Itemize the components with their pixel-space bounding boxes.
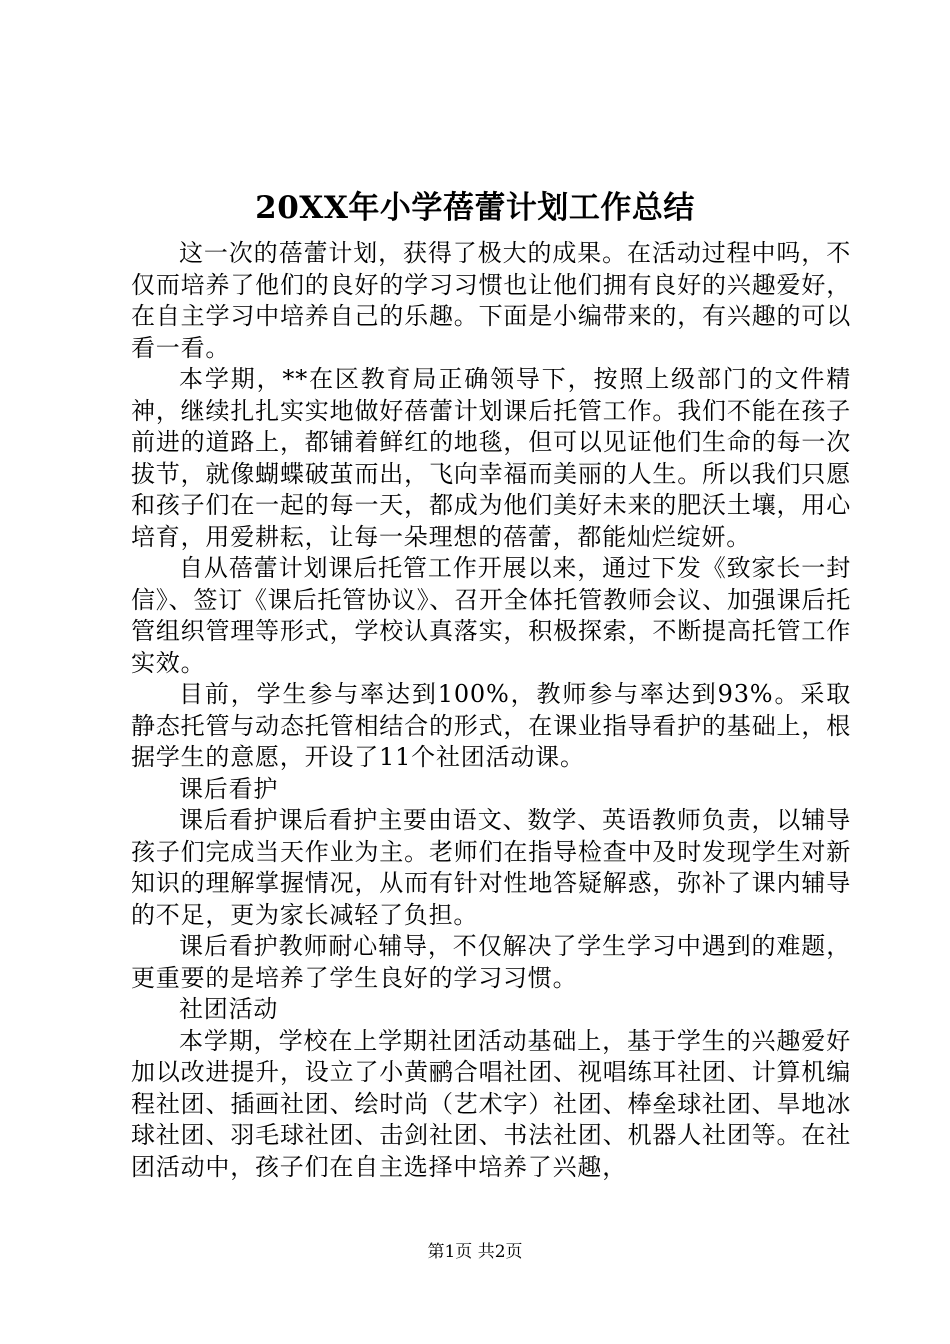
paragraph-clubs: 本学期，学校在上学期社团活动基础上，基于学生的兴趣爱好加以改进提升，设立了小黄鹂合唱社团、视唱练耳社团、计算机编程社团、插画社团、绘时尚（艺术字）社团、棒垒球社团、旱地冰球社团、羽毛球社团、击剑社团、书法社团、机器人社团等。在社团活动中，孩子们在自主选择中培养了兴趣， bbox=[131, 1026, 851, 1181]
paragraph-intro: 这一次的蓓蕾计划，获得了极大的成果。在活动过程中吗，不仅而培养了他们的良好的学习习惯也让他们拥有良好的兴趣爱好，在自主学习中培养自己的乐趣。下面是小编带来的，有兴趣的可以看一看。 bbox=[131, 239, 851, 362]
paragraph-since-launch: 自从蓓蕾计划课后托管工作开展以来，通过下发《致家长一封信》、签订《课后托管协议》、召开全体托管教师会议、加强课后托管组织管理等形式，学校认真落实，积极探索，不断提高托管工作实效。 bbox=[131, 554, 851, 677]
paragraph-participation: 目前，学生参与率达到100%，教师参与率达到93%。采取静态托管与动态托管相结合的形式，在课业指导看护的基础上，根据学生的意愿，开设了11个社团活动课。 bbox=[131, 680, 851, 771]
section-heading-after-school-care: 课后看护 bbox=[179, 774, 279, 803]
page-footer: 第1页 共2页 bbox=[427, 1242, 523, 1262]
section-heading-clubs: 社团活动 bbox=[179, 995, 279, 1023]
document-body bbox=[131, 238, 851, 1183]
paragraph-semester: 本学期，**在区教育局正确领导下，按照上级部门的文件精神，继续扎扎实实地做好蓓蕾计划课后托管工作。我们不能在孩子前进的道路上，都铺着鲜红的地毯，但可以见证他们生命的每一次拔节，就像蝴蝶破茧而出，飞向幸福而美丽的人生。所以我们只愿和孩子们在一起的每一天，都成为他们美好未来的肥沃土壤，用心培育，用爱耕耘，让每一朵理想的蓓蕾，都能灿烂绽妍。 bbox=[131, 365, 851, 551]
paragraph-tutoring: 课后看护教师耐心辅导，不仅解决了学生学习中遇到的难题，更重要的是培养了学生良好的学习习惯。 bbox=[131, 932, 851, 992]
paragraph-after-school-care: 课后看护课后看护主要由语文、数学、英语教师负责，以辅导孩子们完成当天作业为主。老师们在指导检查中及时发现学生对新知识的理解掌握情况，从而有针对性地答疑解惑，弥补了课内辅导的不足，更为家长减轻了负担。 bbox=[131, 806, 851, 929]
document-title: 20XX年小学蓓蕾计划工作总结 bbox=[255, 190, 695, 226]
